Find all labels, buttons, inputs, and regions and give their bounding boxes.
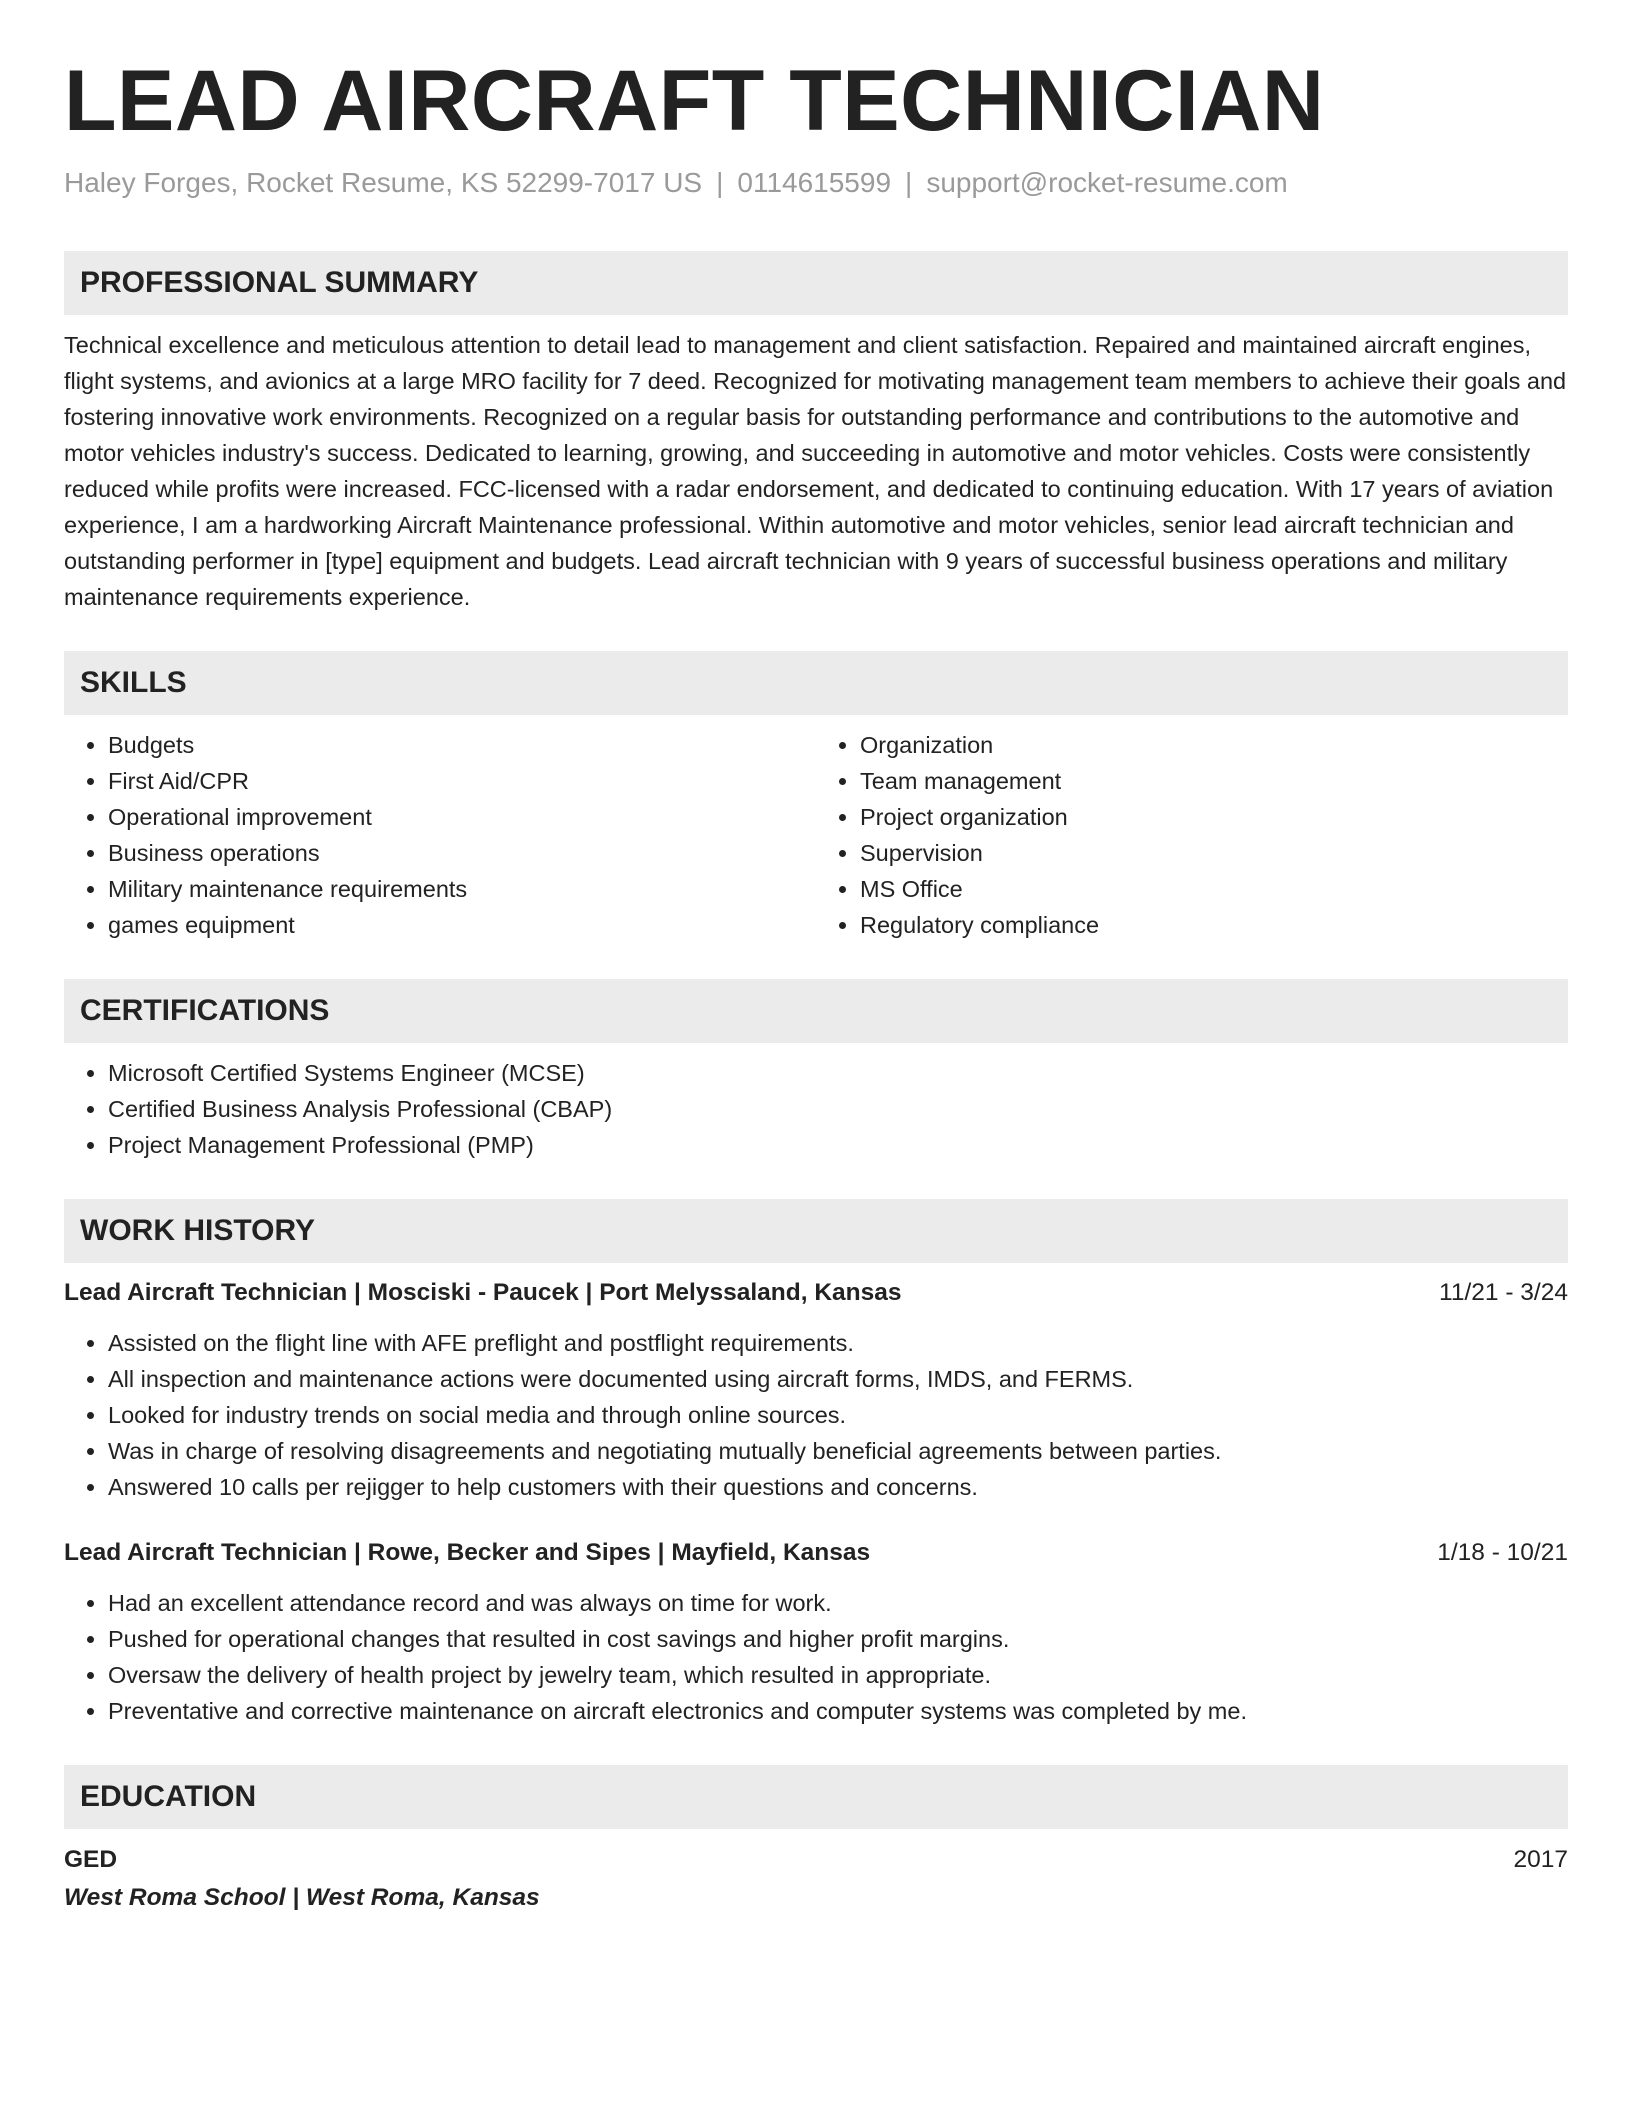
skill-item: • Supervision [860,835,1568,871]
job-duty-item: • Oversaw the delivery of health project by jewelry team, which resulted in appropriate. [108,1657,1568,1693]
job-duty-item: • Preventative and corrective maintenance on aircraft electronics and computer systems was completed by me. [108,1693,1568,1729]
education-school: West Roma School | West Roma, Kansas [64,1884,540,1912]
job-title: Lead Aircraft Technician | Mosciski - Paucek | Port Melyssaland, Kansas [64,1279,902,1307]
job-duty-item: • Pushed for operational changes that resulted in cost savings and higher profit margins. [108,1621,1568,1657]
education-degree: GED [64,1846,118,1874]
job-duty-item: • Had an excellent attendance record and was always on time for work. [108,1585,1568,1621]
job-duty-item: • Answered 10 calls per rejigger to help customers with their questions and concerns. [108,1469,1568,1505]
skill-item: • First Aid/CPR [108,763,816,799]
education-year: 2017 [1513,1846,1568,1874]
summary-heading: PROFESSIONAL SUMMARY [64,251,1568,315]
skill-item: • Organization [860,727,1568,763]
job-duties-list [64,1325,1568,1505]
job-entry [64,1275,1568,1505]
resume-title: LEAD AIRCRAFT TECHNICIAN [64,53,1325,149]
skill-item: • MS Office [860,871,1568,907]
certification-item: • Certified Business Analysis Professional (CBAP) [108,1091,1568,1127]
contact-separator: | [905,166,913,198]
certifications-list [64,1055,1568,1163]
contact-line [64,165,1568,201]
job-duty-item: • Looked for industry trends on social media and through online sources. [108,1397,1568,1433]
skills-heading: SKILLS [64,651,1568,715]
skill-item: • Budgets [108,727,816,763]
certification-item: • Project Management Professional (PMP) [108,1127,1568,1163]
job-entry [64,1535,1568,1729]
job-duties-list [64,1585,1568,1729]
job-dates: 1/18 - 10/21 [1437,1539,1568,1567]
skill-item: • Business operations [108,835,816,871]
skill-item: • games equipment [108,907,816,943]
job-duty-item: • All inspection and maintenance actions were documented using aircraft forms, IMDS, and FERMS. [108,1361,1568,1397]
contact-separator: | [716,166,724,198]
job-duty-item: • Assisted on the flight line with AFE preflight and postflight requirements. [108,1325,1568,1361]
skills-columns [64,727,1568,943]
education-header [64,1841,1568,1879]
job-duty-item: • Was in charge of resolving disagreements and negotiating mutually beneficial agreements between parties. [108,1433,1568,1469]
contact-email: support@rocket-resume.com [926,166,1288,198]
skills-list-right [816,727,1568,943]
skill-item: • Military maintenance requirements [108,871,816,907]
certifications-heading: CERTIFICATIONS [64,979,1568,1043]
skill-item: • Regulatory compliance [860,907,1568,943]
job-header [64,1275,1568,1311]
skill-item: • Team management [860,763,1568,799]
education-heading: EDUCATION [64,1765,1568,1829]
summary-text: Technical excellence and meticulous attention to detail lead to management and client satisfaction. Repaired and maintained aircraft engines, flight systems, and avionics at a large MRO facility for 7 deed. Recognized for motivating management team members to achieve their goals and fostering innovative work environments. Recognized on a regular basis for outstanding performance and contributions to the automotive and motor vehicles industry's success. Dedicated to learning, growing, and succeeding in automotive and motor vehicles. Costs were consistently reduced while profits were increased. FCC-licensed with a radar endorsement, and dedicated to continuing education. With 17 years of aviation experience, I am a hardworking Aircraft Maintenance professional. Within automotive and motor vehicles, senior lead aircraft technician and outstanding performer in [type] equipment and budgets. Lead aircraft technician with 9 years of successful business operations and military maintenance requirements experience. [64,332,1567,611]
contact-phone: 0114615599 [737,166,892,198]
skill-item: • Operational improvement [108,799,816,835]
job-header [64,1535,1568,1571]
skill-item: • Project organization [860,799,1568,835]
contact-address: Haley Forges, Rocket Resume, KS 52299-7017 US [64,166,703,198]
job-title: Lead Aircraft Technician | Rowe, Becker and Sipes | Mayfield, Kansas [64,1539,871,1567]
certification-item: • Microsoft Certified Systems Engineer (MCSE) [108,1055,1568,1091]
job-dates: 11/21 - 3/24 [1439,1279,1568,1307]
work-history-heading: WORK HISTORY [64,1199,1568,1263]
skills-list-left [64,727,816,943]
